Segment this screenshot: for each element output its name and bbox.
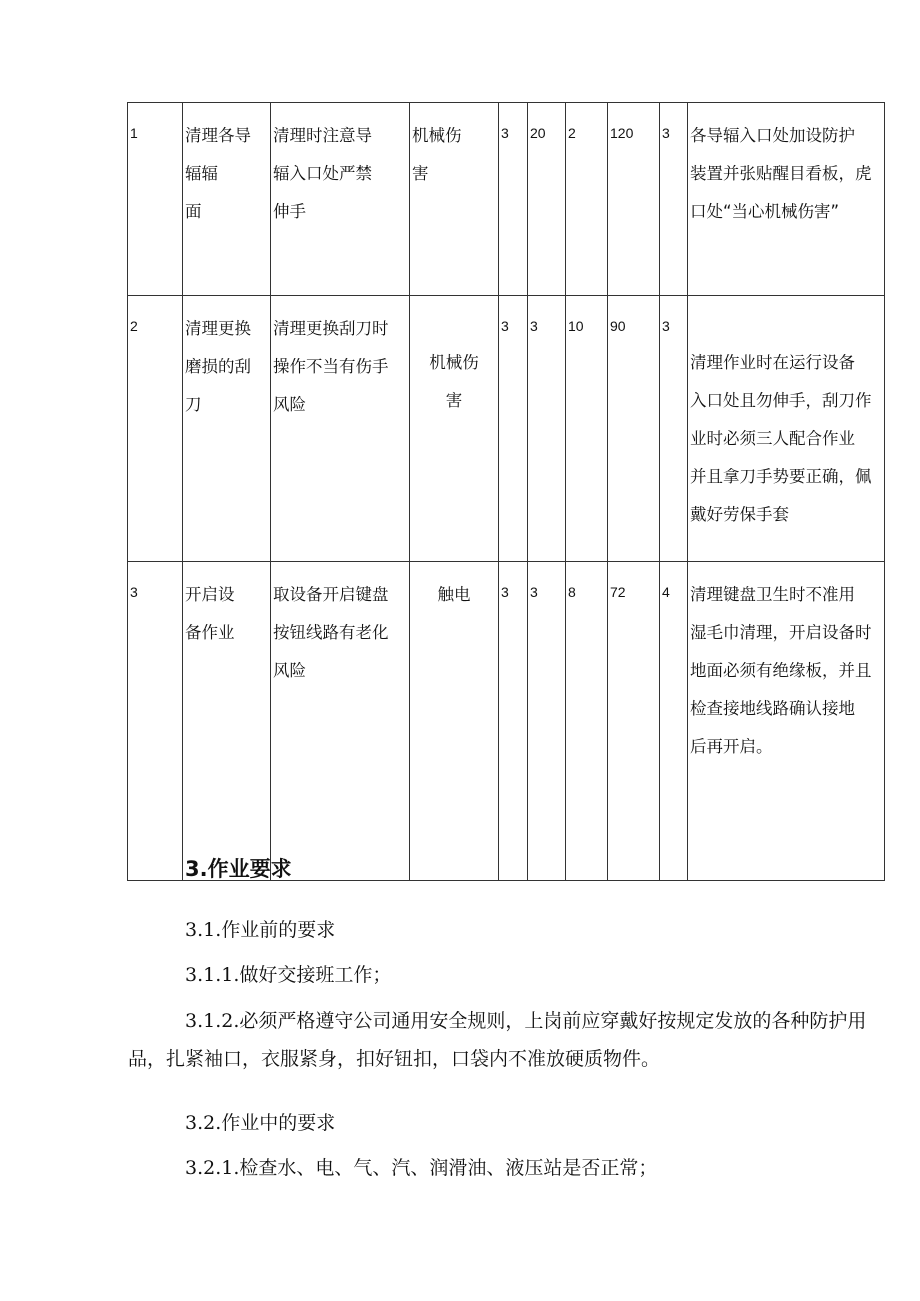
value-c: 2 (566, 103, 608, 296)
value-l: 3 (499, 562, 528, 881)
hazard-type: 机械伤 害 (410, 103, 499, 296)
risk-assessment-table (127, 102, 885, 881)
row-number: 2 (128, 296, 183, 562)
value-l: 3 (499, 296, 528, 562)
hazard-type: 触电 (410, 562, 499, 881)
value-c: 8 (566, 562, 608, 881)
row-number: 1 (128, 103, 183, 296)
section-heading: 3.作业要求 (185, 857, 292, 881)
value-e: 20 (528, 103, 566, 296)
hazard-description: 取设备开启键盘 按钮线路有老化 风险 (271, 562, 410, 881)
risk-level: 3 (660, 296, 688, 562)
value-e: 3 (528, 296, 566, 562)
control-measures: 清理作业时在运行设备 入口处且勿伸手，刮刀作 业时必须三人配合作业 并且拿刀手势要正确，佩 戴好劳保手套 (688, 296, 885, 562)
table-row (128, 103, 885, 296)
paragraph: 3.1.1.做好交接班工作； (185, 964, 392, 986)
table-row (128, 296, 885, 562)
work-item: 清理各导 辐辐 面 (183, 103, 271, 296)
value-d: 90 (608, 296, 660, 562)
value-d: 72 (608, 562, 660, 881)
value-d: 120 (608, 103, 660, 296)
hazard-type: 机械伤 害 (410, 296, 499, 562)
table-row (128, 562, 885, 881)
work-item: 开启设 备作业 (183, 562, 271, 881)
risk-level: 4 (660, 562, 688, 881)
paragraph: 3.1.2.必须严格遵守公司通用安全规则，上岗前应穿戴好按规定发放的各种防护用品，扎紧袖口，衣服紧身，扣好钮扣，口袋内不准放硬质物件。 (128, 1010, 867, 1070)
risk-level: 3 (660, 103, 688, 296)
value-e: 3 (528, 562, 566, 881)
hazard-description: 清理更换刮刀时 操作不当有伤手 风险 (271, 296, 410, 562)
control-measures: 清理键盘卫生时不准用 湿毛巾清理，开启设备时 地面必须有绝缘板，并且 检查接地线路确认接地 后再开启。 (688, 562, 885, 881)
value-l: 3 (499, 103, 528, 296)
subsection-heading: 3.2.作业中的要求 (185, 1112, 336, 1134)
paragraph: 3.2.1.检查水、电、气、汽、润滑油、液压站是否正常； (185, 1157, 658, 1179)
work-item: 清理更换 磨损的刮 刀 (183, 296, 271, 562)
row-number: 3 (128, 562, 183, 881)
value-c: 10 (566, 296, 608, 562)
subsection-heading: 3.1.作业前的要求 (185, 919, 336, 941)
hazard-description: 清理时注意导 辐入口处严禁 伸手 (271, 103, 410, 296)
control-measures: 各导辐入口处加设防护 装置并张贴醒目看板，虎 口处“当心机械伤害” (688, 103, 885, 296)
